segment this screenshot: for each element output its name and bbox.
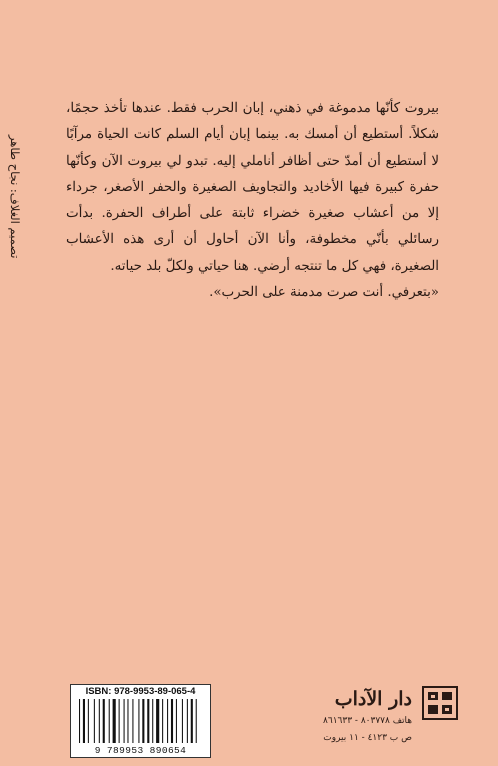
publisher-block bbox=[288, 684, 458, 754]
barcode-bar bbox=[127, 699, 128, 743]
publisher-address: ص ب ٤١٢٣ - ١١ بيروت bbox=[323, 733, 412, 743]
barcode-bar bbox=[94, 699, 95, 743]
barcode-bar bbox=[113, 699, 116, 743]
barcode-bar bbox=[176, 699, 177, 743]
barcode-bar bbox=[156, 699, 159, 743]
barcode-bar bbox=[152, 699, 153, 743]
barcode-bar bbox=[196, 699, 197, 743]
barcode-bar bbox=[132, 699, 133, 743]
isbn-barcode-box bbox=[70, 684, 211, 758]
publisher-logo-icon bbox=[422, 686, 458, 720]
back-cover-blurb bbox=[66, 96, 439, 306]
barcode-digits: 9 789953 890654 bbox=[94, 745, 187, 756]
barcode-bar bbox=[119, 699, 120, 743]
barcode-bar bbox=[83, 699, 85, 743]
designer-credit-text: تصميم الغلاف: نجاح طاهر bbox=[8, 135, 22, 259]
barcode-bar bbox=[142, 699, 144, 743]
barcode-bar bbox=[124, 699, 125, 743]
publisher-phone: هاتف ٨٠٣٧٧٨ - ٨٦١٦٣٣ bbox=[323, 716, 412, 726]
cover-designer-credit bbox=[0, 112, 30, 282]
barcode-bar bbox=[187, 699, 188, 743]
barcode-graphic bbox=[77, 699, 204, 743]
barcode-bar bbox=[167, 699, 168, 743]
publisher-name: دار الآداب bbox=[334, 688, 412, 710]
barcode-bar bbox=[191, 699, 193, 743]
barcode-bar bbox=[103, 699, 105, 743]
barcode-bar bbox=[99, 699, 100, 743]
blurb-quote: «بتعرفي. أنت صرت مدمنة على الحرب». bbox=[209, 285, 439, 301]
blurb-paragraph: بيروت كأنّها مدموغة في ذهني، إبان الحرب فقط. عندها تأخذ حجمًا، شكلاً. أستطيع أن أمسك به. بينما إبان أيام السلم كانت الحياة مرآبًا لا أستطيع أن أمدّ حتى أظافر أناملي إليه. تبدو لي بيروت الآن وكأنّها حفرة كبيرة فيها الأخاديد والتجاويف الصغيرة والحفر الأصغر، جرداء إلا من أعشاب صغيرة خضراء ثابتة على أطراف الحفرة. بدأت رسائلي بأنّي مخطوفة، وأنا الآن أحاول أن أرى هذه الأعشاب الصغيرة، فهي كل ما تنتجه أرضي. هنا حياتي ولكلّ بلد حياته. bbox=[66, 101, 439, 274]
barcode-bar bbox=[182, 699, 183, 743]
barcode-bar bbox=[162, 699, 163, 743]
barcode-bar bbox=[171, 699, 173, 743]
barcode-bar bbox=[138, 699, 139, 743]
isbn-label: ISBN: 978-9953-89-065-4 bbox=[85, 686, 196, 697]
barcode-bar bbox=[147, 699, 149, 743]
barcode-bar bbox=[109, 699, 110, 743]
barcode-bar bbox=[79, 699, 80, 743]
barcode-bar bbox=[88, 699, 89, 743]
